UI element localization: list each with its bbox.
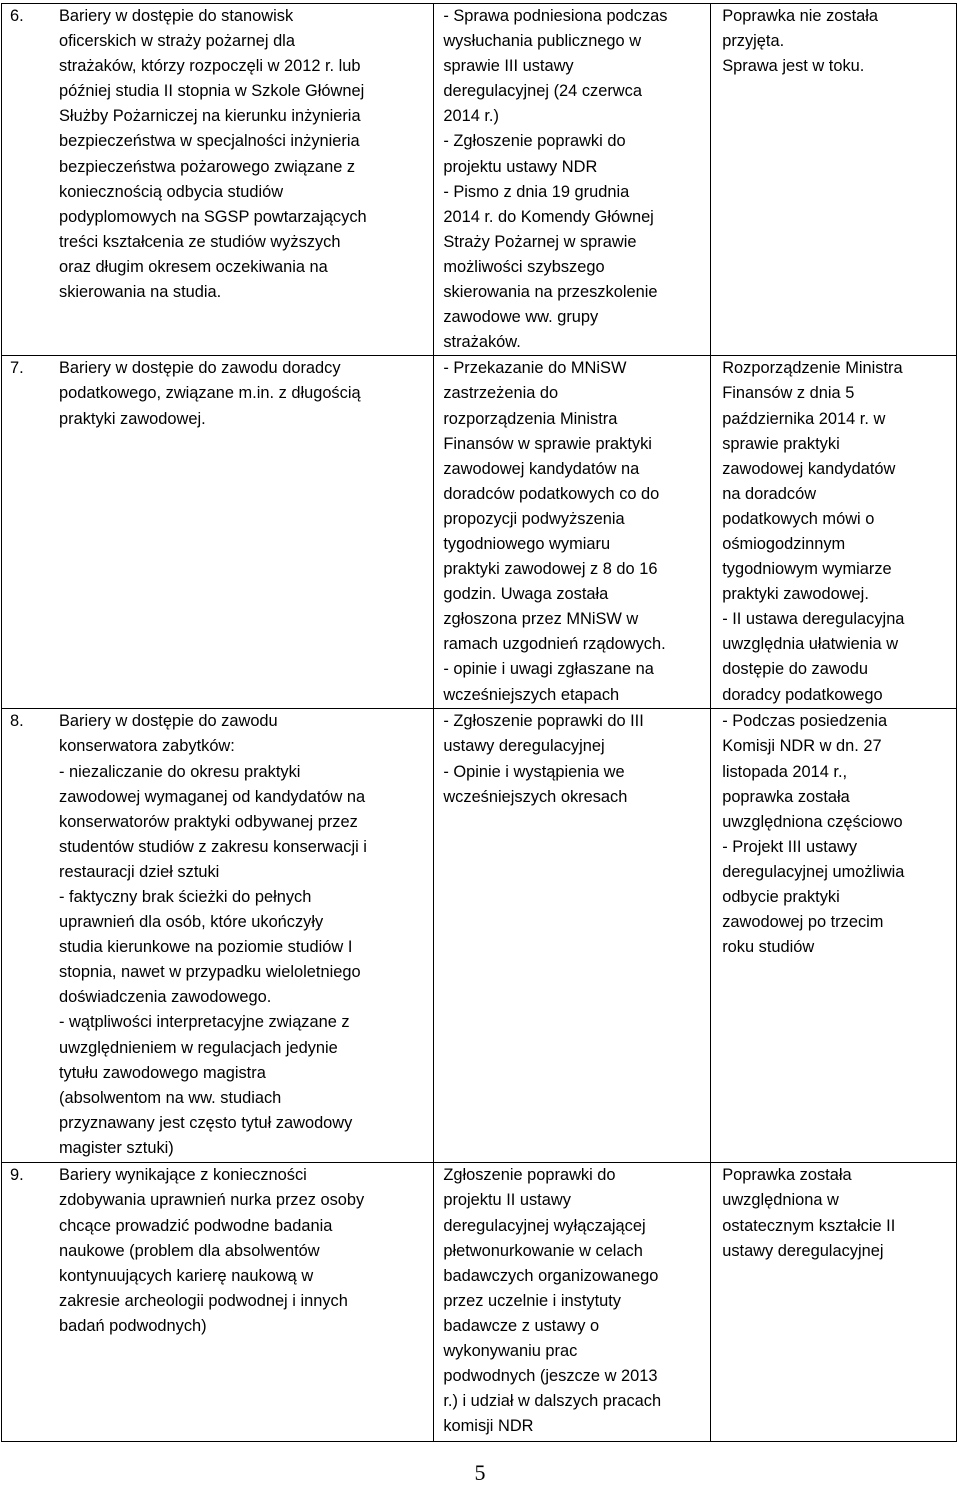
page-number: 5 xyxy=(474,1460,486,1485)
text-line: Straży Pożarnej w sprawie xyxy=(443,232,637,251)
issue-cell xyxy=(2,4,434,356)
text-line: uprawnień dla osób, które ukończyły xyxy=(59,913,324,932)
actions-cell xyxy=(434,709,711,1163)
text-line: praktyki zawodowej z 8 do 16 xyxy=(443,560,658,579)
text-line: tygodniowym wymiarze xyxy=(722,560,892,579)
text-line: strażaków. xyxy=(443,333,521,352)
text-line: Bariery wynikające z konieczności xyxy=(59,1166,307,1185)
text-line: ramach uzgodnień rządowych. xyxy=(443,635,666,654)
text-line: projektu II ustawy xyxy=(443,1191,571,1210)
text-line: poprawka została xyxy=(722,787,850,806)
text-line: komisji NDR xyxy=(443,1417,534,1436)
text-line: Służby Pożarniczej na kierunku inżynieria xyxy=(59,107,361,126)
text-line: podyplomowych na SGSP powtarzających xyxy=(59,207,367,226)
text-line: przyznawany jest często tytuł zawodowy xyxy=(59,1113,353,1132)
text-line: uwzględnieniem w regulacjach jedynie xyxy=(59,1038,338,1057)
text-line: doradców podatkowych co do xyxy=(443,484,660,503)
table-row xyxy=(2,4,957,356)
text-line: zakresie archeologii podwodnej i innych xyxy=(59,1291,348,1310)
text-line: uwzględnia ułatwienia w xyxy=(722,635,899,654)
text-line: zawodowe ww. grupy xyxy=(443,308,599,327)
text-line: Sprawa jest w toku. xyxy=(722,57,865,76)
text-line: Poprawka nie została xyxy=(722,7,879,25)
text-line: doświadczenia zawodowego. xyxy=(59,988,272,1007)
text-line: Bariery w dostępie do zawodu doradcy xyxy=(59,359,341,378)
text-line: - Podczas posiedzenia xyxy=(722,712,888,731)
issue-text xyxy=(59,356,433,431)
text-line: sprawie praktyki xyxy=(722,434,840,453)
text-line: zgłoszona przez MNiSW w xyxy=(443,610,639,629)
actions-cell xyxy=(434,356,711,709)
text-line: później studia II stopnia w Szkole Głównej xyxy=(59,82,365,101)
text-line: magister sztuki) xyxy=(59,1138,174,1157)
text-line: zawodowej po trzecim xyxy=(722,913,884,932)
text-line: odbycie praktyki xyxy=(722,887,840,906)
text-line: roku studiów xyxy=(722,938,815,957)
text-line: badań podwodnych) xyxy=(59,1316,207,1335)
text-line: godzin. Uwaga została xyxy=(443,585,609,604)
table-body xyxy=(2,4,957,1442)
text-line: 2014 r. do Komendy Głównej xyxy=(443,207,654,226)
text-line: - faktyczny brak ścieżki do pełnych xyxy=(59,887,312,906)
text-line: rozporządzenia Ministra xyxy=(443,409,618,428)
status-cell xyxy=(711,709,957,1163)
row-number: 6. xyxy=(10,7,24,25)
text-line: wcześniejszych etapach xyxy=(443,685,620,704)
text-line: Poprawka została xyxy=(722,1166,852,1185)
text-line: bezpieczeństwa pożarowego związane z xyxy=(59,157,356,176)
text-line: ustawy deregulacyjnej xyxy=(722,1241,884,1260)
text-line: restauracji dzieł sztuki xyxy=(59,862,220,881)
text-line: zastrzeżenia do xyxy=(443,384,559,403)
text-line: r.) i udział w dalszych pracach xyxy=(443,1392,662,1411)
text-line: ośmiogodzinnym xyxy=(722,534,846,553)
text-line: płetwonurkowanie w celach xyxy=(443,1241,643,1260)
text-line: konserwatora zabytków: xyxy=(59,737,235,756)
text-line: zawodowej wymaganej od kandydatów na xyxy=(59,787,366,806)
text-line: badawcze z ustawy o xyxy=(443,1316,600,1335)
text-line: Rozporządzenie Ministra xyxy=(722,359,903,378)
text-line: doradcy podatkowego xyxy=(722,685,883,704)
text-line: chcące prowadzić podwodne badania xyxy=(59,1216,333,1235)
text-line: projektu ustawy NDR xyxy=(443,157,598,176)
text-line: - wątpliwości interpretacyjne związane z xyxy=(59,1013,350,1032)
text-line: ostatecznym kształcie II xyxy=(722,1216,896,1235)
text-line: - Przekazanie do MNiSW xyxy=(443,359,627,378)
text-line: - Zgłoszenie poprawki do xyxy=(443,132,626,151)
text-line: bezpieczeństwa w specjalności inżynieria xyxy=(59,132,360,151)
text-line: - Sprawa podniesiona podczas xyxy=(443,7,668,25)
text-line: - Zgłoszenie poprawki do III xyxy=(443,712,644,731)
text-line: badawczych organizowanego xyxy=(443,1266,659,1285)
status-cell xyxy=(711,356,957,709)
text-line: wykonywaniu prac xyxy=(443,1341,578,1360)
text-line: strażaków, którzy rozpoczęli w 2012 r. lub xyxy=(59,57,361,76)
text-line: sprawie III ustawy xyxy=(443,57,574,76)
text-line: dostępie do zawodu xyxy=(722,660,869,679)
text-line: deregulacyjnej (24 czerwca xyxy=(443,82,642,101)
text-line: (absolwentom na ww. studiach xyxy=(59,1088,282,1107)
issue-cell xyxy=(2,1163,434,1442)
status-cell xyxy=(711,1163,957,1442)
text-line: podwodnych (jeszcze w 2013 xyxy=(443,1367,658,1386)
text-line: zdobywania uprawnień nurka przez osoby xyxy=(59,1191,365,1210)
row-number: 9. xyxy=(10,1166,24,1185)
text-line: studia kierunkowe na poziomie studiów I xyxy=(59,938,353,957)
text-line: Zgłoszenie poprawki do xyxy=(443,1166,616,1185)
text-line: oficerskich w straży pożarnej dla xyxy=(59,32,295,51)
text-line: oraz długim okresem oczekiwania na xyxy=(59,257,328,276)
text-line: deregulacyjnej umożliwia xyxy=(722,862,905,881)
issue-cell xyxy=(2,709,434,1163)
actions-cell xyxy=(434,1163,711,1442)
text-line: Finansów w sprawie praktyki xyxy=(443,434,652,453)
issue-cell xyxy=(2,356,434,709)
text-line: 2014 r.) xyxy=(443,107,499,126)
text-line: praktyki zawodowej. xyxy=(59,409,206,428)
actions-cell xyxy=(434,4,711,356)
text-line: treści kształcenia ze studiów wyższych xyxy=(59,232,341,251)
row-number: 8. xyxy=(10,712,24,731)
text-line: uwzględniona w xyxy=(722,1191,839,1210)
text-line: skierowania na przeszkolenie xyxy=(443,283,658,302)
text-line: kontynuujących karierę naukową w xyxy=(59,1266,314,1285)
text-line: praktyki zawodowej. xyxy=(722,585,869,604)
status-cell xyxy=(711,4,957,356)
text-line: uwzględniona częściowo xyxy=(722,812,903,831)
text-line: stopnia, nawet w przypadku wieloletniego xyxy=(59,963,361,982)
text-line: tytułu zawodowego magistra xyxy=(59,1063,266,1082)
text-line: Finansów z dnia 5 xyxy=(722,384,855,403)
table-row xyxy=(2,356,957,709)
text-line: - Opinie i wystąpienia we xyxy=(443,762,625,781)
text-line: propozycji podwyższenia xyxy=(443,509,625,528)
text-line: podatkowego, związane m.in. z długością xyxy=(59,384,361,403)
text-line: na doradców xyxy=(722,484,817,503)
text-line: Komisji NDR w dn. 27 xyxy=(722,737,882,756)
issue-text xyxy=(59,4,433,305)
row-number: 7. xyxy=(10,359,24,378)
issue-text xyxy=(59,709,433,1161)
text-line: naukowe (problem dla absolwentów xyxy=(59,1241,320,1260)
issue-text xyxy=(59,1163,433,1339)
text-line: wysłuchania publicznego w xyxy=(443,32,642,51)
text-line: - opinie i uwagi zgłaszane na xyxy=(443,660,654,679)
text-line: skierowania na studia. xyxy=(59,283,222,302)
text-line: - Projekt III ustawy xyxy=(722,837,858,856)
text-line: przyjęta. xyxy=(722,32,785,51)
text-line: listopada 2014 r., xyxy=(722,762,848,781)
text-line: Bariery w dostępie do stanowisk xyxy=(59,7,294,25)
text-line: zawodowej kandydatów xyxy=(722,459,896,478)
text-line: - Pismo z dnia 19 grudnia xyxy=(443,182,630,201)
text-line: Bariery w dostępie do zawodu xyxy=(59,712,278,731)
text-line: koniecznością odbycia studiów xyxy=(59,182,284,201)
text-line: tygodniowego wymiaru xyxy=(443,534,611,553)
text-line: przez uczelnie i instytuty xyxy=(443,1291,621,1310)
text-line: października 2014 r. w xyxy=(722,409,886,428)
text-line: zawodowej kandydatów na xyxy=(443,459,640,478)
text-line: wcześniejszych okresach xyxy=(443,787,628,806)
table-row xyxy=(2,709,957,1163)
text-line: konserwatorów praktyki odbywanej przez xyxy=(59,812,358,831)
text-line: deregulacyjnej wyłączającej xyxy=(443,1216,646,1235)
text-line: możliwości szybszego xyxy=(443,257,605,276)
text-line: studentów studiów z zakresu konserwacji i xyxy=(59,837,367,856)
text-line: - II ustawa deregulacyjna xyxy=(722,610,905,629)
text-line: podatkowych mówi o xyxy=(722,509,875,528)
table-row xyxy=(2,1163,957,1442)
text-line: ustawy deregulacyjnej xyxy=(443,737,605,756)
deregulation-table xyxy=(1,3,957,1442)
text-line: - niezaliczanie do okresu praktyki xyxy=(59,762,301,781)
